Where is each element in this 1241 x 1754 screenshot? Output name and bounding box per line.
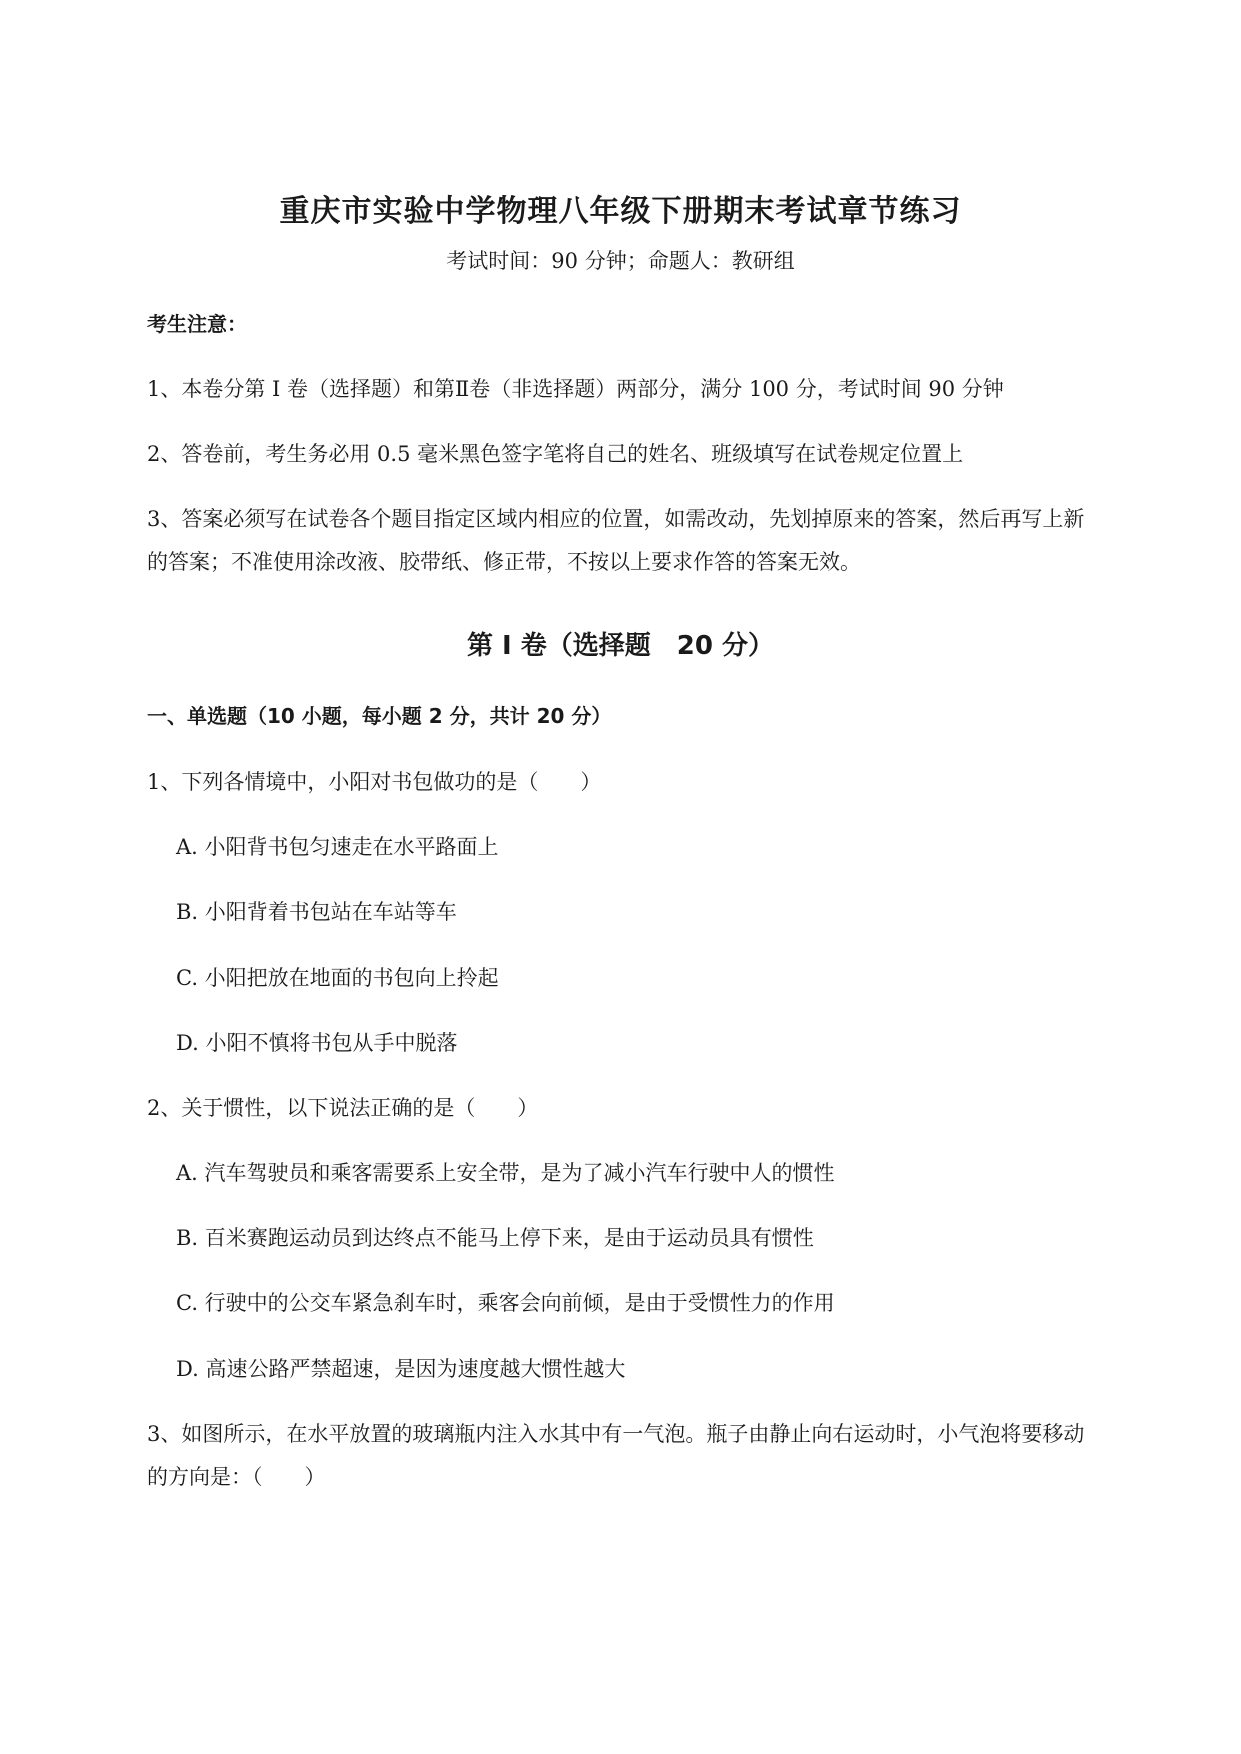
section-title: 第 I 卷（选择题 20 分） [466, 631, 774, 661]
question-2-stem: 2、关于惯性，以下说法正确的是（ ） [147, 1096, 539, 1120]
page-title: 重庆市实验中学物理八年级下册期末考试章节练习 [279, 194, 962, 229]
question-2-option-b: B. 百米赛跑运动员到达终点不能马上停下来，是由于运动员具有惯性 [176, 1226, 814, 1250]
notice-heading: 考生注意： [147, 312, 247, 336]
question-1-option-c: C. 小阳把放在地面的书包向上拎起 [176, 966, 499, 990]
question-1-option-a: A. 小阳背书包匀速走在水平路面上 [176, 835, 499, 859]
question-2-option-d: D. 高速公路严禁超速，是因为速度越大惯性越大 [176, 1357, 626, 1381]
question-1-option-d: D. 小阳不慎将书包从手中脱落 [176, 1031, 458, 1055]
exam-info: 考试时间：90 分钟；命题人：教研组 [446, 249, 795, 273]
question-1-option-b: B. 小阳背着书包站在车站等车 [176, 900, 457, 924]
notice-item-3-cont: 的答案；不准使用涂改液、胶带纸、修正带，不按以上要求作答的答案无效。 [147, 550, 861, 574]
question-3-stem-cont: 的方向是：（ ） [147, 1465, 326, 1489]
question-2-option-c: C. 行驶中的公交车紧急刹车时，乘客会向前倾，是由于受惯性力的作用 [176, 1291, 835, 1315]
notice-item-2: 2、答卷前，考生务必用 0.5 毫米黑色签字笔将自己的姓名、班级填写在试卷规定位置上 [147, 442, 964, 466]
part-heading: 一、单选题（10 小题，每小题 2 分，共计 20 分） [147, 704, 612, 728]
question-1-stem: 1、下列各情境中，小阳对书包做功的是（ ） [147, 770, 602, 794]
notice-item-3: 3、答案必须写在试卷各个题目指定区域内相应的位置，如需改动，先划掉原来的答案，然后再写上新 [147, 507, 1085, 531]
question-2-option-a: A. 汽车驾驶员和乘客需要系上安全带，是为了减小汽车行驶中人的惯性 [176, 1161, 835, 1185]
notice-item-1: 1、本卷分第 I 卷（选择题）和第Ⅱ卷（非选择题）两部分，满分 100 分，考试时间 90 分钟 [147, 377, 1004, 401]
question-3-stem: 3、如图所示，在水平放置的玻璃瓶内注入水其中有一气泡。瓶子由静止向右运动时，小气泡将要移动 [147, 1422, 1085, 1446]
